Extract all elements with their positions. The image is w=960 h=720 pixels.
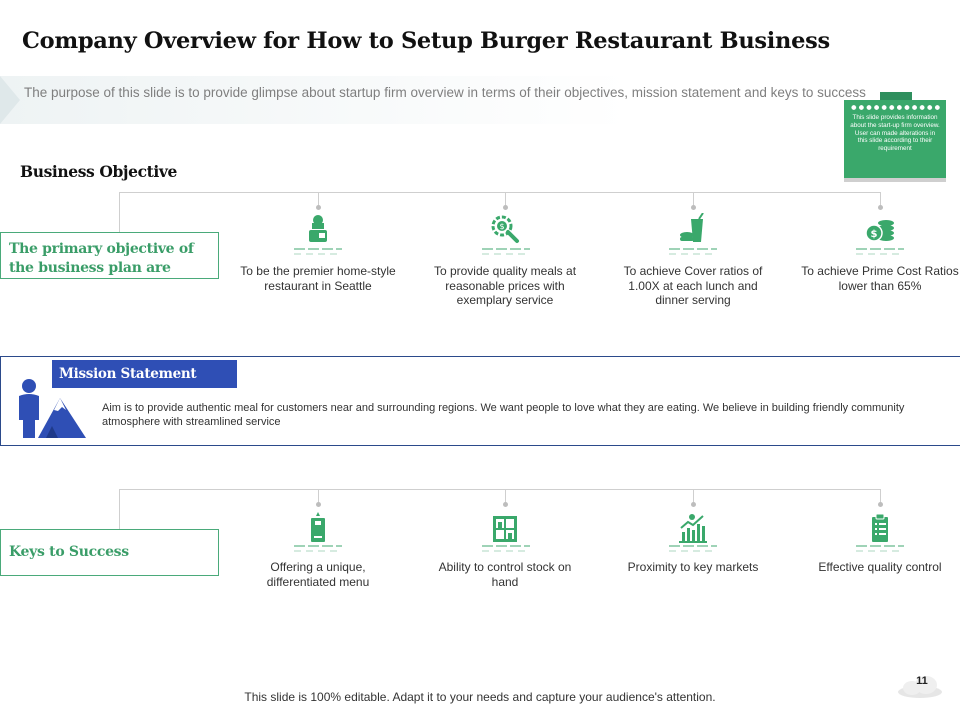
svg-text:$: $ bbox=[870, 229, 878, 240]
keys-tick-2 bbox=[505, 489, 506, 503]
bo-objective-box: The primary objective of the business plan are bbox=[0, 232, 219, 279]
business-objective-heading: Business Objective bbox=[20, 162, 177, 181]
keys-dash-4 bbox=[856, 545, 904, 547]
keys-box: Keys to Success bbox=[0, 529, 219, 576]
bo-item-4-text: To achieve Prime Cost Ratios lower than 65% bbox=[801, 264, 959, 293]
bo-dash-2b bbox=[482, 253, 530, 255]
keys-item-1-text: Offering a unique, differentiated menu bbox=[266, 560, 370, 589]
keys-dash-3b bbox=[669, 550, 717, 552]
keys-item-2-text: Ability to control stock on hand bbox=[438, 560, 572, 589]
burger-drink-icon bbox=[675, 213, 711, 245]
keys-connector bbox=[119, 489, 120, 529]
bo-dash-4 bbox=[856, 248, 904, 250]
svg-text:$: $ bbox=[499, 222, 505, 231]
keys-dot-1 bbox=[316, 502, 321, 507]
bo-item-3-text: To achieve Cover ratios of 1.00X at each lunch and dinner serving bbox=[623, 264, 763, 307]
intro-arrow bbox=[0, 76, 20, 124]
keys-item-4-text: Effective quality control bbox=[818, 560, 942, 574]
note-body bbox=[844, 100, 946, 182]
market-chart-icon bbox=[675, 512, 711, 544]
chef-icon bbox=[300, 213, 336, 245]
checklist-icon bbox=[862, 512, 898, 544]
bo-tick-4 bbox=[880, 192, 881, 206]
bo-dash-3b bbox=[669, 253, 717, 255]
bo-dot-1 bbox=[316, 205, 321, 210]
slide-title: Company Overview for How to Setup Burger Restaurant Business bbox=[22, 28, 830, 54]
keys-dash-1 bbox=[294, 545, 342, 547]
keys-tick-1 bbox=[318, 489, 319, 503]
bo-tick-1 bbox=[318, 192, 319, 206]
bo-item-1-text: To be the premier home-style restaurant in Seattle bbox=[240, 264, 396, 293]
bo-dash-2 bbox=[482, 248, 530, 250]
bo-timeline bbox=[119, 192, 881, 193]
keys-dash-4b bbox=[856, 550, 904, 552]
bo-dash-4b bbox=[856, 253, 904, 255]
stock-shelf-icon bbox=[487, 512, 523, 544]
keys-tick-4 bbox=[880, 489, 881, 503]
note-holes bbox=[850, 104, 942, 111]
bo-dot-3 bbox=[691, 205, 696, 210]
keys-dot-2 bbox=[503, 502, 508, 507]
bo-dash-1 bbox=[294, 248, 342, 250]
mission-text: Aim is to provide authentic meal for customers near and surrounding regions. We want people to love what they are eating. We believe in building friendly community atmosphere with streamlined service bbox=[102, 402, 905, 428]
footer-text: This slide is 100% editable. Adapt it to your needs and capture your audience's attention. bbox=[244, 690, 716, 704]
page-number: 11 bbox=[916, 675, 928, 687]
keys-dash-2 bbox=[482, 545, 530, 547]
bo-dash-1b bbox=[294, 253, 342, 255]
keys-dash-1b bbox=[294, 550, 342, 552]
bo-dash-3 bbox=[669, 248, 717, 250]
note-text: This slide provides information about the start-up firm overview. User can made alterations in this slide according to their requirement bbox=[850, 114, 940, 153]
mission-heading: Mission Statement bbox=[52, 360, 237, 388]
bo-item-2-text: To provide quality meals at reasonable prices with exemplary service bbox=[433, 264, 577, 307]
keys-tick-3 bbox=[693, 489, 694, 503]
dollar-coins-icon bbox=[862, 213, 898, 245]
keys-item-3-text: Proximity to key markets bbox=[627, 560, 759, 574]
sticky-note bbox=[844, 92, 946, 190]
intro-text: The purpose of this slide is to provide glimpse about startup firm overview in terms of their objectives, mission statement and keys to success bbox=[24, 85, 866, 100]
bo-tick-2 bbox=[505, 192, 506, 206]
keys-dash-3 bbox=[669, 545, 717, 547]
bo-connector bbox=[119, 192, 120, 232]
person-mountain-icon bbox=[16, 376, 92, 440]
bo-dot-2 bbox=[503, 205, 508, 210]
bo-dot-4 bbox=[878, 205, 883, 210]
bo-tick-3 bbox=[693, 192, 694, 206]
quality-search-icon bbox=[487, 213, 523, 245]
keys-dot-4 bbox=[878, 502, 883, 507]
keys-timeline bbox=[119, 489, 881, 490]
keys-dash-2b bbox=[482, 550, 530, 552]
menu-card-icon bbox=[300, 512, 336, 544]
keys-dot-3 bbox=[691, 502, 696, 507]
